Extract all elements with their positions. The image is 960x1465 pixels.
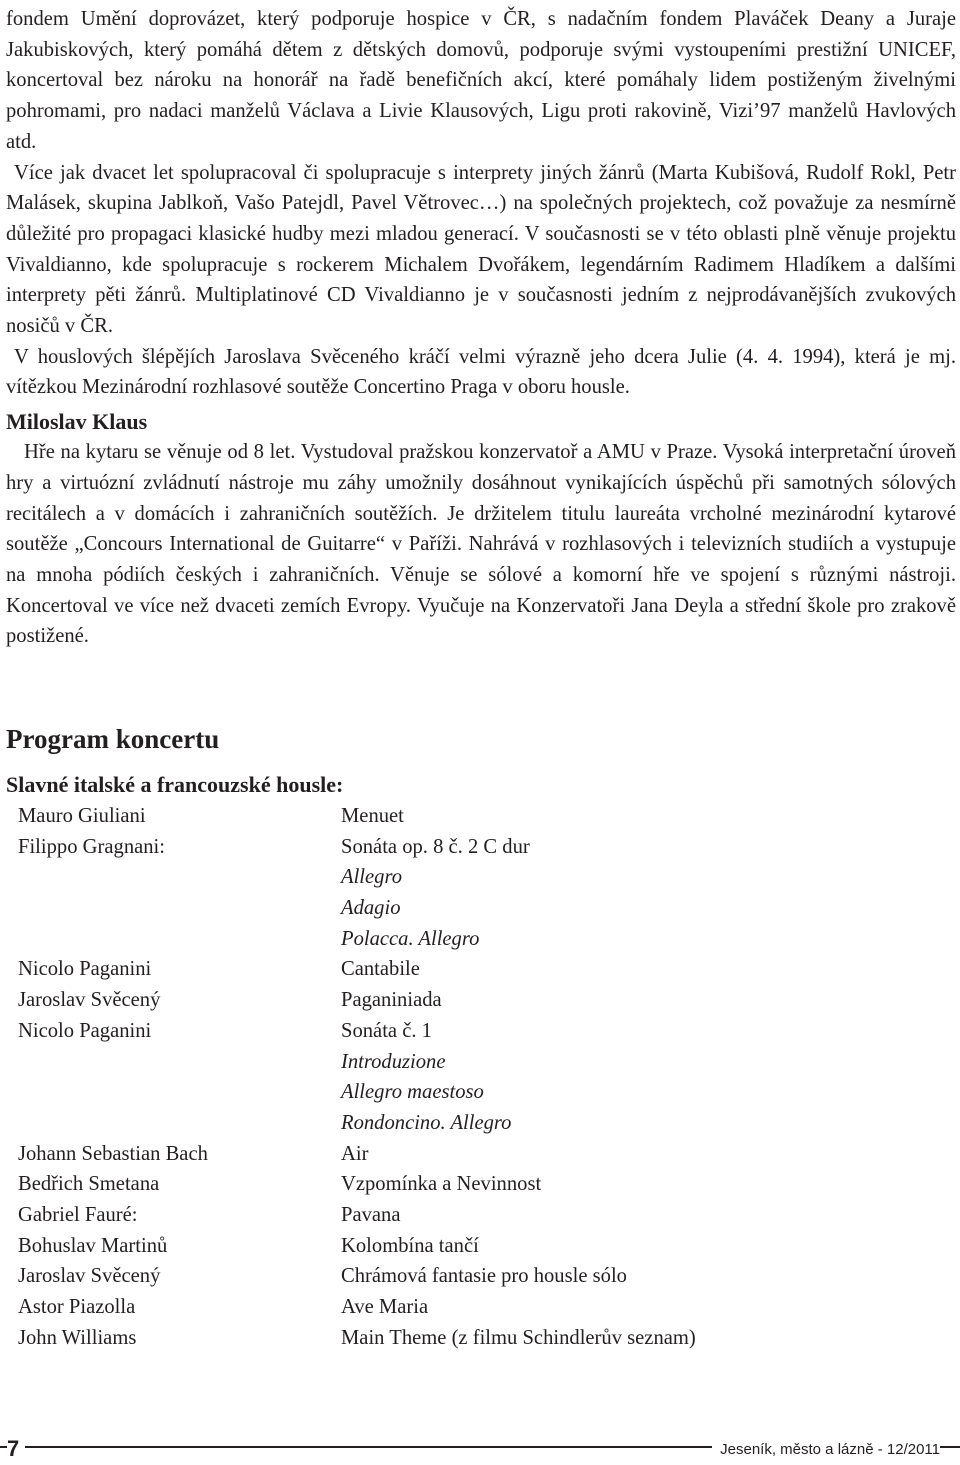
program-piece: Paganiniada: [341, 989, 442, 1012]
paragraph-collaboration: Více jak dvacet let spolupracoval či spolupracuje s interprety jiných žánrů (Marta Kubišová, Rudolf Rokl, Petr Malásek, skupina Jablkoň, Vašo Patejdl, Pavel Větrovec…) na společných projektech, což považuje za nesmírně důležité pro propagaci klasické hudby mezi mladou generací. V současnosti se v této oblasti plně věnuje projektu Vivaldianno, kde spolupracuje s rockerem Michalem Dvořákem, legendárním Radimem Hladíkem a dalšími interprety pěti žánrů. Multiplatinové CD Vivaldianno je v současnosti jedním z nejprodávanějších zvukových nosičů v ČR.: [6, 161, 956, 338]
program-piece: Cantabile: [341, 958, 420, 981]
program-row: [18, 1139, 918, 1170]
program-movement: Rondoncino. Allegro: [341, 1111, 512, 1134]
program-section-heading: Slavné italské a francouzské housle:: [6, 772, 344, 797]
program-piece: Menuet: [341, 805, 404, 827]
program-composer: Bedřich Smetana: [18, 1173, 160, 1196]
program-movement: Introduzione: [341, 1050, 446, 1073]
program-title: Program koncertu: [6, 724, 220, 754]
program-row: [18, 1077, 918, 1108]
program-composer: Nicolo Paganini: [18, 958, 152, 981]
program-piece: Sonáta č. 1: [341, 1019, 432, 1042]
program-piece: Air: [341, 1142, 369, 1165]
program-piece: Main Theme (z filmu Schindlerův seznam): [341, 1326, 696, 1349]
paragraph-julie: V houslových šlépějích Jaroslava Svěceného kráčí velmi výrazně jeho dcera Julie (4. 4. 1994), která je mj. vítězkou Mezinárodní rozhlasové soutěže Concertino Praga v oboru housle.: [6, 345, 956, 399]
program-row: [18, 1169, 918, 1200]
program-composer: John Williams: [18, 1326, 137, 1349]
article-body: [6, 4, 956, 652]
program-row: [18, 1200, 918, 1231]
program-composer: Gabriel Fauré:: [18, 1203, 138, 1226]
program-row: [18, 832, 918, 863]
program-composer: [18, 862, 341, 893]
program-row: [18, 862, 918, 893]
program-composer: Nicolo Paganini: [18, 1019, 152, 1042]
program-movement: Allegro maestoso: [341, 1081, 484, 1104]
program-piece: Sonáta op. 8 č. 2 C dur: [341, 835, 530, 858]
performer-name-heading: Miloslav Klaus: [6, 409, 148, 435]
program-piece: Kolombína tančí: [341, 1234, 479, 1257]
program-composer: Jaroslav Svěcený: [18, 989, 161, 1012]
program-row: [18, 1292, 918, 1323]
program-row: [18, 1108, 918, 1139]
program-composer: Johann Sebastian Bach: [18, 1142, 208, 1165]
program-composer: [18, 1047, 341, 1078]
program-list: [18, 801, 918, 1353]
program-row: [18, 924, 918, 955]
program-movement: Polacca. Allegro: [341, 927, 480, 950]
program-composer: [18, 924, 341, 955]
program-composer: [18, 893, 341, 924]
program-composer: [18, 1077, 341, 1108]
program-movement: Adagio: [341, 897, 401, 920]
program-composer: Bohuslav Martinů: [18, 1234, 168, 1257]
paragraph-charity: fondem Umění doprovázet, který podporuje hospice v ČR, s nadačním fondem Plaváček Deany a Juraje Jakubiskových, který pomáhá dětem z dětských domovů, podporuje svými vystoupeními prestižní UNICEF, koncertoval bez nároku na honorář na řadě benefičních akcí, které pomáhaly lidem postiženým živelnými pohromami, pro nadaci manželů Václava a Livie Klausových, Ligu proti rakovině, Vizi’97 manželů Havlových atd.: [6, 8, 956, 153]
program-row: [18, 954, 918, 985]
program-composer: Astor Piazolla: [18, 1296, 136, 1318]
program-row: [18, 1047, 918, 1078]
program-composer: Mauro Giuliani: [18, 805, 146, 827]
program-composer: [18, 1108, 341, 1139]
program-row: [18, 1323, 918, 1354]
publication-title: Jeseník, město a lázně - 12/2011: [712, 1441, 940, 1459]
program-movement: Allegro: [341, 866, 403, 889]
program-row: [18, 1016, 918, 1047]
program-row: [18, 801, 918, 832]
program-piece: Pavana: [341, 1203, 401, 1226]
program-row: [18, 985, 918, 1016]
program-row: [18, 893, 918, 924]
program-row: [18, 1261, 918, 1292]
program-piece: Ave Maria: [341, 1296, 429, 1318]
program-piece: Chrámová fantasie pro housle sólo: [341, 1265, 627, 1288]
program-row: [18, 1231, 918, 1262]
program-composer: Jaroslav Svěcený: [18, 1265, 161, 1288]
program-piece: Vzpomínka a Nevinnost: [341, 1173, 542, 1196]
program-composer: Filippo Gragnani:: [18, 835, 166, 858]
page-number: 7: [7, 1437, 25, 1461]
paragraph-klaus-bio: Hře na kytaru se věnuje od 8 let. Vystudoval pražskou konzervatoř a AMU v Praze. Vysoká interpretační úroveň hry a virtuózní zvládnutí nástroje mu záhy umožnily dosáhnout vynikajících úspěchů při samotných sólových recitálech a v domácích i zahraničních soutěžích. Je držitelem titulu laureáta vrcholné mezinárodní kytarové soutěže „Concours International de Guitarre“ v Paříži. Nahrává v rozhlasových i televizních studiích a vystupuje na mnoha pódiích českých i zahraničních. Věnuje se sólové a komorní hře ve spojení s různými nástroji. Koncertoval ve více než dvaceti zemích Evropy. Vyučuje na Konzervatoři Jana Deyla a střední škole pro zrakově postižené.: [6, 441, 956, 648]
